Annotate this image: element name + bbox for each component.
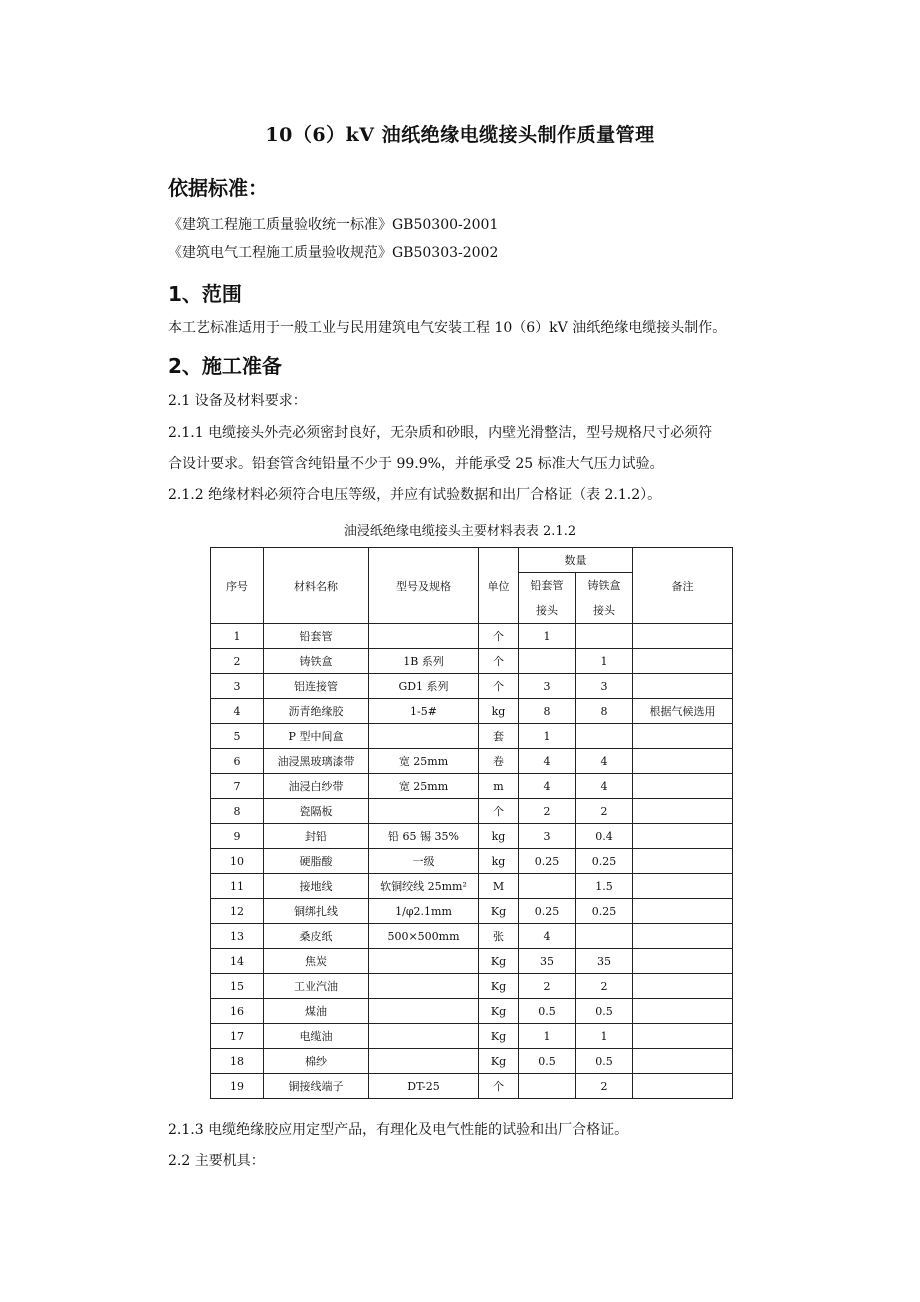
cell-note xyxy=(633,974,733,999)
cell-name: 电缆油 xyxy=(264,1024,369,1049)
cell-lead: 2 xyxy=(519,974,576,999)
cell-no: 2 xyxy=(211,649,264,674)
cell-note xyxy=(633,949,733,974)
cell-unit: kg xyxy=(479,699,519,724)
prep-2-2: 2.2 主要机具： xyxy=(168,1153,265,1169)
cell-iron xyxy=(576,624,633,649)
cell-unit: 个 xyxy=(479,1074,519,1099)
cell-unit: Kg xyxy=(479,999,519,1024)
col-unit-header: 单位 xyxy=(479,548,519,624)
cell-note xyxy=(633,799,733,824)
cell-no: 8 xyxy=(211,799,264,824)
cell-name: P 型中间盒 xyxy=(264,724,369,749)
cell-iron: 0.25 xyxy=(576,849,633,874)
cell-no: 15 xyxy=(211,974,264,999)
cell-no: 12 xyxy=(211,899,264,924)
cell-unit: 套 xyxy=(479,724,519,749)
col-name-header: 材料名称 xyxy=(264,548,369,624)
cell-unit: Kg xyxy=(479,1024,519,1049)
cell-iron: 35 xyxy=(576,949,633,974)
cell-no: 14 xyxy=(211,949,264,974)
cell-unit: Kg xyxy=(479,949,519,974)
cell-spec xyxy=(369,974,479,999)
cell-no: 9 xyxy=(211,824,264,849)
cell-unit: 卷 xyxy=(479,749,519,774)
cell-iron: 0.5 xyxy=(576,1049,633,1074)
cell-unit: M xyxy=(479,874,519,899)
cell-note xyxy=(633,774,733,799)
cell-name: 工业汽油 xyxy=(264,974,369,999)
cell-name: 封铅 xyxy=(264,824,369,849)
table-row xyxy=(211,874,733,899)
cell-lead: 1 xyxy=(519,724,576,749)
scope-heading: 1、范围 xyxy=(168,282,242,306)
iron-header-b: 接头 xyxy=(593,604,615,617)
lead-header-b: 接头 xyxy=(536,604,558,617)
cell-spec xyxy=(369,1024,479,1049)
table-row xyxy=(211,1024,733,1049)
cell-note xyxy=(633,649,733,674)
table-header-row xyxy=(211,548,733,573)
cell-note xyxy=(633,749,733,774)
cell-iron: 0.4 xyxy=(576,824,633,849)
cell-note xyxy=(633,674,733,699)
cell-name: 接地线 xyxy=(264,874,369,899)
cell-no: 10 xyxy=(211,849,264,874)
cell-spec: 宽 25mm xyxy=(369,749,479,774)
prep-2-1-3: 2.1.3 电缆绝缘胶应用定型产品，有理化及电气性能的试验和出厂合格证。 xyxy=(168,1122,629,1138)
cell-unit: 个 xyxy=(479,649,519,674)
cell-unit: 个 xyxy=(479,799,519,824)
cell-lead: 1 xyxy=(519,624,576,649)
materials-table xyxy=(210,547,733,1099)
cell-lead: 0.25 xyxy=(519,849,576,874)
col-no-header: 序号 xyxy=(211,548,264,624)
cell-no: 1 xyxy=(211,624,264,649)
cell-name: 沥青绝缘胶 xyxy=(264,699,369,724)
cell-spec: 1B 系列 xyxy=(369,649,479,674)
cell-unit: Kg xyxy=(479,1049,519,1074)
scope-text: 本工艺标准适用于一般工业与民用建筑电气安装工程 10（6）kV 油纸绝缘电缆接头制作。 xyxy=(168,320,727,336)
cell-iron: 4 xyxy=(576,774,633,799)
cell-unit: 张 xyxy=(479,924,519,949)
cell-unit: 个 xyxy=(479,674,519,699)
cell-spec: 软铜绞线 25mm² xyxy=(369,874,479,899)
cell-name: 煤油 xyxy=(264,999,369,1024)
cell-iron: 2 xyxy=(576,974,633,999)
cell-iron xyxy=(576,724,633,749)
cell-spec xyxy=(369,624,479,649)
cell-lead: 3 xyxy=(519,824,576,849)
cell-iron: 0.5 xyxy=(576,999,633,1024)
prep-2-1: 2.1 设备及材料要求： xyxy=(168,393,307,409)
col-lead-header xyxy=(519,573,576,624)
cell-lead: 3 xyxy=(519,674,576,699)
cell-spec: GD1 系列 xyxy=(369,674,479,699)
table-row xyxy=(211,624,733,649)
cell-unit: Kg xyxy=(479,899,519,924)
basis-ref-1: 《建筑工程施工质量验收统一标准》GB50300-2001 xyxy=(168,217,499,233)
cell-name: 油浸白纱带 xyxy=(264,774,369,799)
prep-2-1-1-line2: 合设计要求。铅套管含纯铅量不少于 99.9%，并能承受 25 标准大气压力试验。 xyxy=(168,456,664,472)
table-row xyxy=(211,924,733,949)
cell-iron: 8 xyxy=(576,699,633,724)
cell-iron xyxy=(576,924,633,949)
table-row xyxy=(211,724,733,749)
cell-name: 铅套管 xyxy=(264,624,369,649)
lead-header-a: 铅套管 xyxy=(530,579,564,592)
cell-lead: 1 xyxy=(519,1024,576,1049)
cell-name: 瓷隔板 xyxy=(264,799,369,824)
basis-heading: 依据标准： xyxy=(168,176,268,200)
col-qty-header: 数量 xyxy=(519,548,633,573)
cell-no: 6 xyxy=(211,749,264,774)
cell-lead: 8 xyxy=(519,699,576,724)
cell-lead: 4 xyxy=(519,749,576,774)
table-row xyxy=(211,949,733,974)
cell-iron: 2 xyxy=(576,799,633,824)
cell-no: 18 xyxy=(211,1049,264,1074)
cell-lead: 0.5 xyxy=(519,999,576,1024)
cell-spec: 1/φ2.1mm xyxy=(369,899,479,924)
cell-iron: 3 xyxy=(576,674,633,699)
cell-name: 焦炭 xyxy=(264,949,369,974)
cell-note xyxy=(633,924,733,949)
cell-lead xyxy=(519,649,576,674)
page-title: 10（6）kV 油纸绝缘电缆接头制作质量管理 xyxy=(265,124,655,146)
cell-lead xyxy=(519,1074,576,1099)
cell-lead: 0.5 xyxy=(519,1049,576,1074)
cell-no: 4 xyxy=(211,699,264,724)
cell-note xyxy=(633,874,733,899)
cell-spec xyxy=(369,799,479,824)
cell-spec: 一级 xyxy=(369,849,479,874)
cell-note: 根据气候选用 xyxy=(633,699,733,724)
col-note-header: 备注 xyxy=(633,548,733,624)
cell-spec: 铅 65 锡 35% xyxy=(369,824,479,849)
cell-note xyxy=(633,1049,733,1074)
cell-no: 3 xyxy=(211,674,264,699)
cell-lead: 35 xyxy=(519,949,576,974)
cell-no: 7 xyxy=(211,774,264,799)
table-row xyxy=(211,1074,733,1099)
cell-note xyxy=(633,899,733,924)
cell-name: 铜接线端子 xyxy=(264,1074,369,1099)
cell-iron: 1.5 xyxy=(576,874,633,899)
cell-no: 17 xyxy=(211,1024,264,1049)
cell-lead: 4 xyxy=(519,924,576,949)
cell-lead: 4 xyxy=(519,774,576,799)
cell-spec: DT-25 xyxy=(369,1074,479,1099)
cell-note xyxy=(633,1024,733,1049)
table-caption: 油浸纸绝缘电缆接头主要材料表表 2.1.2 xyxy=(343,524,577,539)
cell-note xyxy=(633,824,733,849)
table-row xyxy=(211,824,733,849)
table-row xyxy=(211,849,733,874)
table-row xyxy=(211,999,733,1024)
cell-no: 16 xyxy=(211,999,264,1024)
cell-iron: 1 xyxy=(576,649,633,674)
cell-note xyxy=(633,999,733,1024)
cell-spec xyxy=(369,1049,479,1074)
table-row xyxy=(211,1049,733,1074)
table-row xyxy=(211,699,733,724)
cell-spec xyxy=(369,949,479,974)
cell-spec xyxy=(369,724,479,749)
iron-header-a: 铸铁盒 xyxy=(587,579,621,592)
cell-unit: 个 xyxy=(479,624,519,649)
cell-name: 铝连接管 xyxy=(264,674,369,699)
col-iron-header xyxy=(576,573,633,624)
cell-note xyxy=(633,849,733,874)
cell-unit: Kg xyxy=(479,974,519,999)
cell-spec xyxy=(369,999,479,1024)
table-row xyxy=(211,974,733,999)
cell-no: 19 xyxy=(211,1074,264,1099)
cell-lead xyxy=(519,874,576,899)
table-row xyxy=(211,649,733,674)
cell-no: 13 xyxy=(211,924,264,949)
col-spec-header: 型号及规格 xyxy=(369,548,479,624)
cell-iron: 2 xyxy=(576,1074,633,1099)
cell-spec: 500×500mm xyxy=(369,924,479,949)
cell-name: 桑皮纸 xyxy=(264,924,369,949)
cell-spec: 1-5# xyxy=(369,699,479,724)
table-row xyxy=(211,749,733,774)
prep-2-1-2: 2.1.2 绝缘材料必须符合电压等级，并应有试验数据和出厂合格证（表 2.1.2）。 xyxy=(168,487,662,503)
cell-name: 油浸黑玻璃漆带 xyxy=(264,749,369,774)
cell-name: 铸铁盒 xyxy=(264,649,369,674)
cell-name: 铜绑扎线 xyxy=(264,899,369,924)
cell-unit: kg xyxy=(479,849,519,874)
prep-2-1-1-line1: 2.1.1 电缆接头外壳必须密封良好，无杂质和砂眼，内壁光滑整洁，型号规格尺寸必须符 xyxy=(168,425,713,441)
table-row xyxy=(211,899,733,924)
cell-iron: 0.25 xyxy=(576,899,633,924)
cell-name: 硬脂酸 xyxy=(264,849,369,874)
cell-lead: 2 xyxy=(519,799,576,824)
cell-name: 棉纱 xyxy=(264,1049,369,1074)
cell-unit: m xyxy=(479,774,519,799)
cell-iron: 4 xyxy=(576,749,633,774)
table-row xyxy=(211,774,733,799)
cell-unit: kg xyxy=(479,824,519,849)
basis-ref-2: 《建筑电气工程施工质量验收规范》GB50303-2002 xyxy=(168,245,499,261)
cell-lead: 0.25 xyxy=(519,899,576,924)
cell-spec: 宽 25mm xyxy=(369,774,479,799)
cell-note xyxy=(633,1074,733,1099)
table-row xyxy=(211,674,733,699)
cell-no: 5 xyxy=(211,724,264,749)
cell-iron: 1 xyxy=(576,1024,633,1049)
prep-heading: 2、施工准备 xyxy=(168,354,282,378)
cell-no: 11 xyxy=(211,874,264,899)
cell-note xyxy=(633,724,733,749)
table-row xyxy=(211,799,733,824)
cell-note xyxy=(633,624,733,649)
